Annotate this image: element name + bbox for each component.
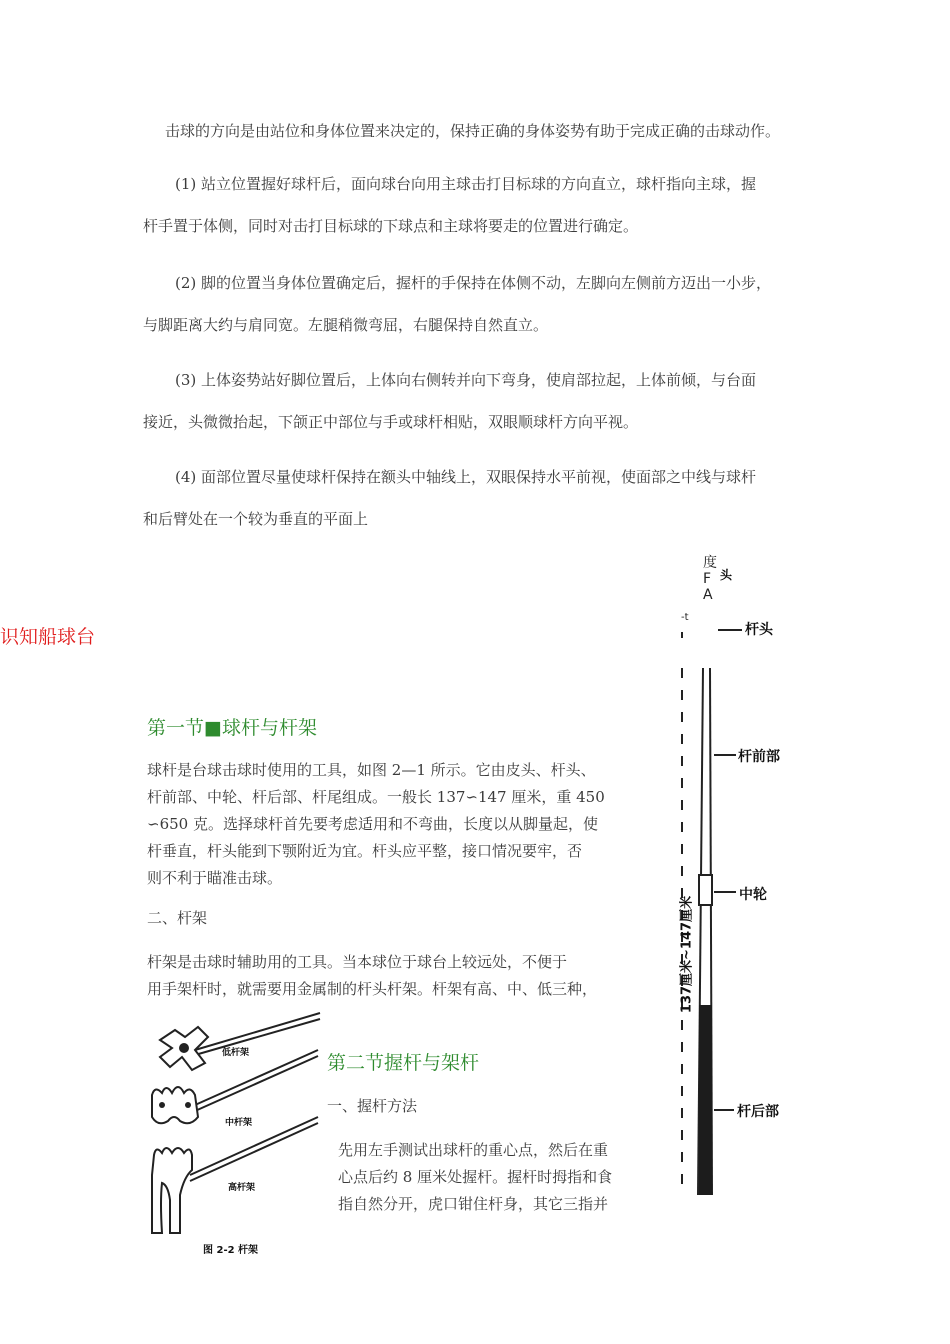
body-line: 指自然分开，虎口钳住杆身，其它三指并 xyxy=(338,1195,609,1213)
section-1-body xyxy=(147,757,605,892)
subsection-title: 二、杆架 xyxy=(147,909,208,927)
paragraph-line: 与脚距离大约与肩同宽。左腿稍微弯屈，右腿保持自然直立。 xyxy=(143,316,549,334)
paragraph-line: 击球的方向是由站位和身体位置来决定的，保持正确的身体姿势有助于完成正确的击球动作。 xyxy=(165,122,781,140)
cue-rest-figure xyxy=(140,1005,325,1260)
body-line: 杆前部、中轮、杆后部、杆尾组成。一般长 137∽147 厘米，重 450 xyxy=(147,788,605,806)
cue-length-label: 137厘米~147厘米 xyxy=(679,895,695,1014)
paragraph-3 xyxy=(143,262,813,346)
figure-label: 度 xyxy=(703,555,717,571)
figure-label: A xyxy=(703,587,713,603)
figure-label: F xyxy=(703,571,712,587)
section-2-body xyxy=(338,1137,612,1218)
subsection-title: 一、握杆方法 xyxy=(327,1097,418,1115)
cue-figure-top-label xyxy=(703,555,717,603)
cue-middle-ring-label: 中轮 xyxy=(739,887,767,903)
paragraph-line: (1) 站立位置握好球杆后，面向球台向用主球击打目标球的方向直立，球杆指向主球，握 xyxy=(175,175,757,193)
section-1-sub-body xyxy=(147,949,597,1011)
paragraph-4 xyxy=(143,359,813,443)
paragraph-line: (4) 面部位置尽量使球杆保持在额头中轴线上，双眼保持水平前视，使面部之中线与球杆 xyxy=(175,468,757,486)
cue-head-small-label: 头 xyxy=(720,568,733,582)
mid-rest-label: 中杆架 xyxy=(225,1118,253,1128)
cue-head-label: 杆头 xyxy=(745,622,773,638)
body-line: 则不利于瞄准击球。 xyxy=(147,869,283,887)
body-line: 杆架是击球时辅助用的工具。当本球位于球台上较远处，不便于 xyxy=(147,953,568,971)
low-rest-label: 低杆架 xyxy=(222,1048,250,1058)
body-line: 杆垂直，杆头能到下颚附近为宜。杆头应平整，接口情况要牢，否 xyxy=(147,842,583,860)
paragraph-2 xyxy=(143,163,813,247)
paragraph-5 xyxy=(143,456,813,540)
high-rest-label: 高杆架 xyxy=(228,1183,256,1193)
body-line: ∽650 克。选择球杆首先要考虑适用和不弯曲，长度以从脚量起，使 xyxy=(147,815,598,833)
paragraph-line: (3) 上体姿势站好脚位置后，上体向右侧转并向下弯身，使肩部拉起，上体前倾，与台面 xyxy=(175,371,757,389)
cue-tip-mark: -t xyxy=(681,612,689,623)
paragraph-line: 接近，头微微抬起，下颌正中部位与手或球杆相贴，双眼顺球杆方向平视。 xyxy=(143,413,639,431)
section-1-title: 第一节■球杆与杆架 xyxy=(147,717,317,739)
section-2-title: 第二节握杆与架杆 xyxy=(327,1052,480,1074)
body-line: 先用左手测试出球杆的重心点，然后在重 xyxy=(338,1141,609,1159)
cue-forearm-label: 杆前部 xyxy=(738,749,780,765)
stamp-heading: 识知船球台 xyxy=(0,626,96,648)
body-line: 球杆是台球击球时使用的工具，如图 2—1 所示。它由皮头、杆头、 xyxy=(147,761,596,779)
paragraph-line: 和后臂处在一个较为垂直的平面上 xyxy=(143,510,369,528)
paragraph-line: 杆手置于体侧，同时对击打目标球的下球点和主球将要走的位置进行确定。 xyxy=(143,217,639,235)
body-line: 用手架杆时，就需要用金属制的杆头杆架。杆架有高、中、低三种， xyxy=(147,980,598,998)
body-line: 心点后约 8 厘米处握杆。握杆时拇指和食 xyxy=(338,1168,613,1186)
rest-figure-caption: 图 2-2 杆架 xyxy=(203,1245,259,1256)
cue-butt-label: 杆后部 xyxy=(737,1104,779,1120)
paragraph-1 xyxy=(143,110,813,152)
paragraph-line: (2) 脚的位置当身体位置确定后，握杆的手保持在体侧不动，左脚向左侧前方迈出一小步， xyxy=(175,274,772,292)
